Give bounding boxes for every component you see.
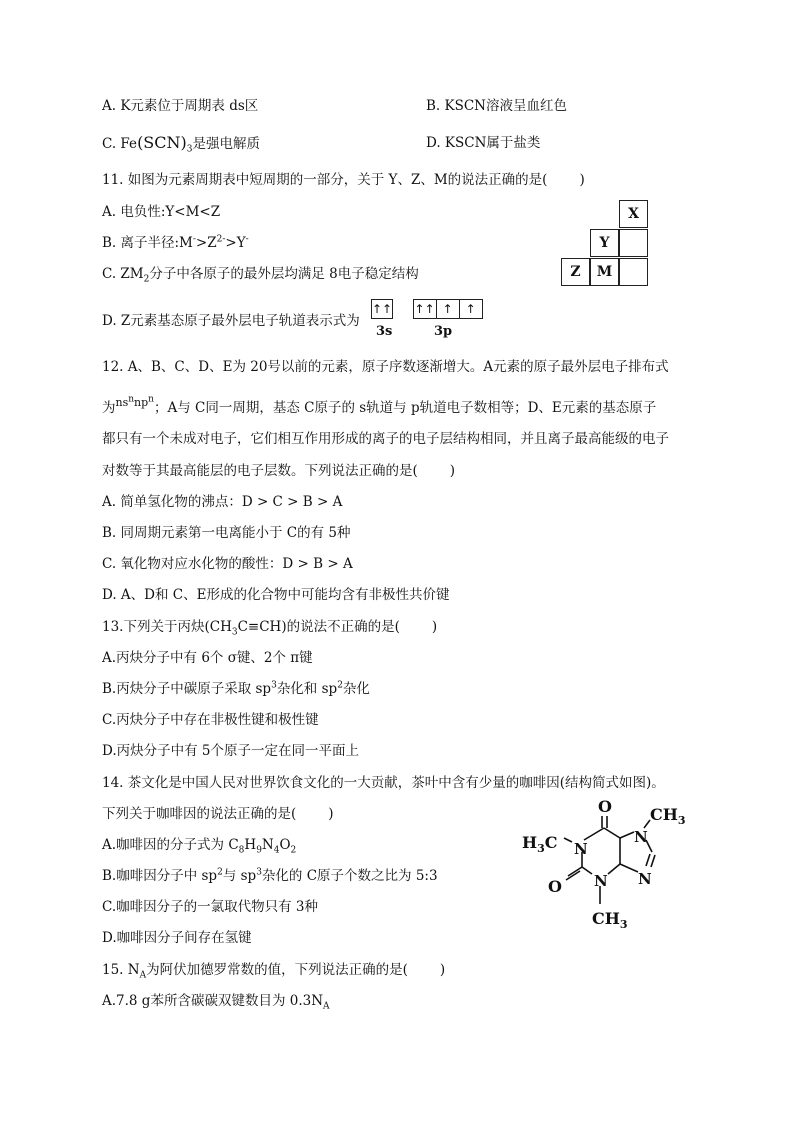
q12-option-d: D. A、D和 C、E形成的化合物中可能均含有非极性共价键 xyxy=(102,587,450,603)
q13-option-c: C.丙炔分子中存在非极性键和极性键 xyxy=(102,712,319,728)
orbital-diagram xyxy=(372,299,483,319)
atom-n1: N xyxy=(574,840,588,858)
orbital-3s-box: ↑↑ xyxy=(371,299,393,319)
q13-stem: 13.下列关于丙炔$(CH_3C\equiv CH)$的说法不正确的是( ) xyxy=(102,619,438,638)
q11-option-b: B. 离子半径$:M^->Z^{2-}>Y^-$ xyxy=(102,234,249,251)
atom-o-left: O xyxy=(548,877,562,896)
q12-stem-line-4: 对数等于其最高能层的电子层数。下列说法正确的是( ) xyxy=(102,463,456,479)
q14-option-a: A.咖啡因的分子式为 $C_8H_9N_4O_2$ xyxy=(102,837,297,856)
q13-option-d: D.丙炔分子中有 5个原子一定在同一平面上 xyxy=(102,743,360,759)
cell-empty-1 xyxy=(619,229,648,257)
q13-option-a: A.丙炔分子中有 6个 σ键、2个 π键 xyxy=(102,650,313,666)
bond-n1-methyl xyxy=(564,838,572,842)
q11-option-d: D. Z元素基态原子最外层电子轨道表示式为 xyxy=(102,313,360,329)
orbital-3p-box-3: ↑ xyxy=(459,299,483,319)
cell-m: M xyxy=(590,258,619,286)
q11-stem: 11. 如图为元素周期表中短周期的一部分，关于 Y、Z、M的说法正确的是( ) xyxy=(102,172,585,188)
q10-option-a: A. K元素位于周期表 ds区 xyxy=(102,98,259,114)
caffeine-atoms xyxy=(522,800,686,931)
q11-option-c: C. $ZM_2$分子中各原子的最外层均满足 8电子稳定结构 xyxy=(102,266,419,285)
bond-c8-n9-2 xyxy=(651,855,655,867)
atom-n3: N xyxy=(594,872,608,890)
bond-c6-c5 xyxy=(604,828,620,838)
bond-n3-c2 xyxy=(582,867,592,874)
cell-z: Z xyxy=(561,258,590,286)
atom-h3c-left: $H_3C$ xyxy=(522,833,558,855)
atom-ch3-bottom: $CH_3$ xyxy=(592,909,628,931)
q10-option-d: D. KSCN属于盐类 xyxy=(426,135,541,151)
q15-stem: 15. $N_A$为阿伏加德罗常数的值，下列说法正确的是( ) xyxy=(102,962,446,981)
q13-option-b: B.丙炔分子中碳原子采取 $sp^3$杂化和 $sp^2$杂化 xyxy=(102,680,370,697)
q11-option-a: A. 电负性:Y<M<Z xyxy=(102,204,221,220)
atom-n9: N xyxy=(638,870,652,888)
q14-option-c: C.咖啡因分子的一氯取代物只有 3种 xyxy=(102,899,319,915)
bond-n9-c4 xyxy=(620,864,638,872)
cell-empty-2 xyxy=(619,258,648,286)
bond-c4-n3 xyxy=(608,864,620,874)
q14-option-d: D.咖啡因分子间存在氢键 xyxy=(102,930,252,946)
q14-stem-line-1: 14. 茶文化是中国人民对世界饮食文化的一大贡献，茶叶中含有少量的咖啡因(结构简式如图)。 xyxy=(102,775,665,791)
q14-option-b: B.咖啡因分子中 $sp^2$与 $sp^3$杂化的 C原子个数之比为 5:3 xyxy=(102,867,438,884)
orbital-3p-box-2: ↑ xyxy=(436,299,460,319)
orbital-3s-label: 3s xyxy=(376,324,393,339)
atom-ch3-top: $CH_3$ xyxy=(650,805,686,827)
orbital-3p-label: 3p xyxy=(434,324,453,339)
caffeine-structure xyxy=(520,800,695,940)
q12-stem-line-2: 为$^{ns^nnp^n}$；A与 C同一周期，基态 C原子的 s轨道与 p轨道电子数相等；D、E元素的基态原子 xyxy=(102,394,657,416)
cell-y: Y xyxy=(590,229,619,257)
cell-x: X xyxy=(619,200,648,228)
orbital-3p-box-1: ↑↑ xyxy=(413,299,437,319)
q12-stem-line-1: 12. A、B、C、D、E为 20号以前的元素，原子序数逐渐增大。A元素的原子最外层电子排布式 xyxy=(102,359,669,375)
q12-option-b: B. 同周期元素第一电离能小于 C的有 5种 xyxy=(102,525,351,541)
q15-option-a: A.7.8 g苯所含碳碳双键数目为 $0.3N_A$ xyxy=(102,993,330,1012)
bond-n1-c6 xyxy=(584,828,604,840)
bond-c8-n9-1 xyxy=(646,854,650,866)
q10-option-c: C. $Fe(SCN)_3$是强电解质 xyxy=(102,133,260,155)
q12-option-c: C. 氧化物对应水化物的酸性：D > B > A xyxy=(102,556,353,572)
q12-option-a: A. 简单氢化物的沸点：D > C > B > A xyxy=(102,494,343,510)
q12-stem-line-3: 都只有一个未成对电子，它们相互作用形成的离子的电子层结构相同，并且离子最高能级的电子 xyxy=(102,431,669,447)
atom-o-top: O xyxy=(598,800,612,816)
q10-option-b: B. KSCN溶液呈血红色 xyxy=(426,98,567,114)
bond-c5-n7 xyxy=(620,832,634,838)
q14-stem-line-2: 下列关于咖啡因的说法正确的是( ) xyxy=(102,806,334,822)
atom-n7: N xyxy=(634,828,648,846)
